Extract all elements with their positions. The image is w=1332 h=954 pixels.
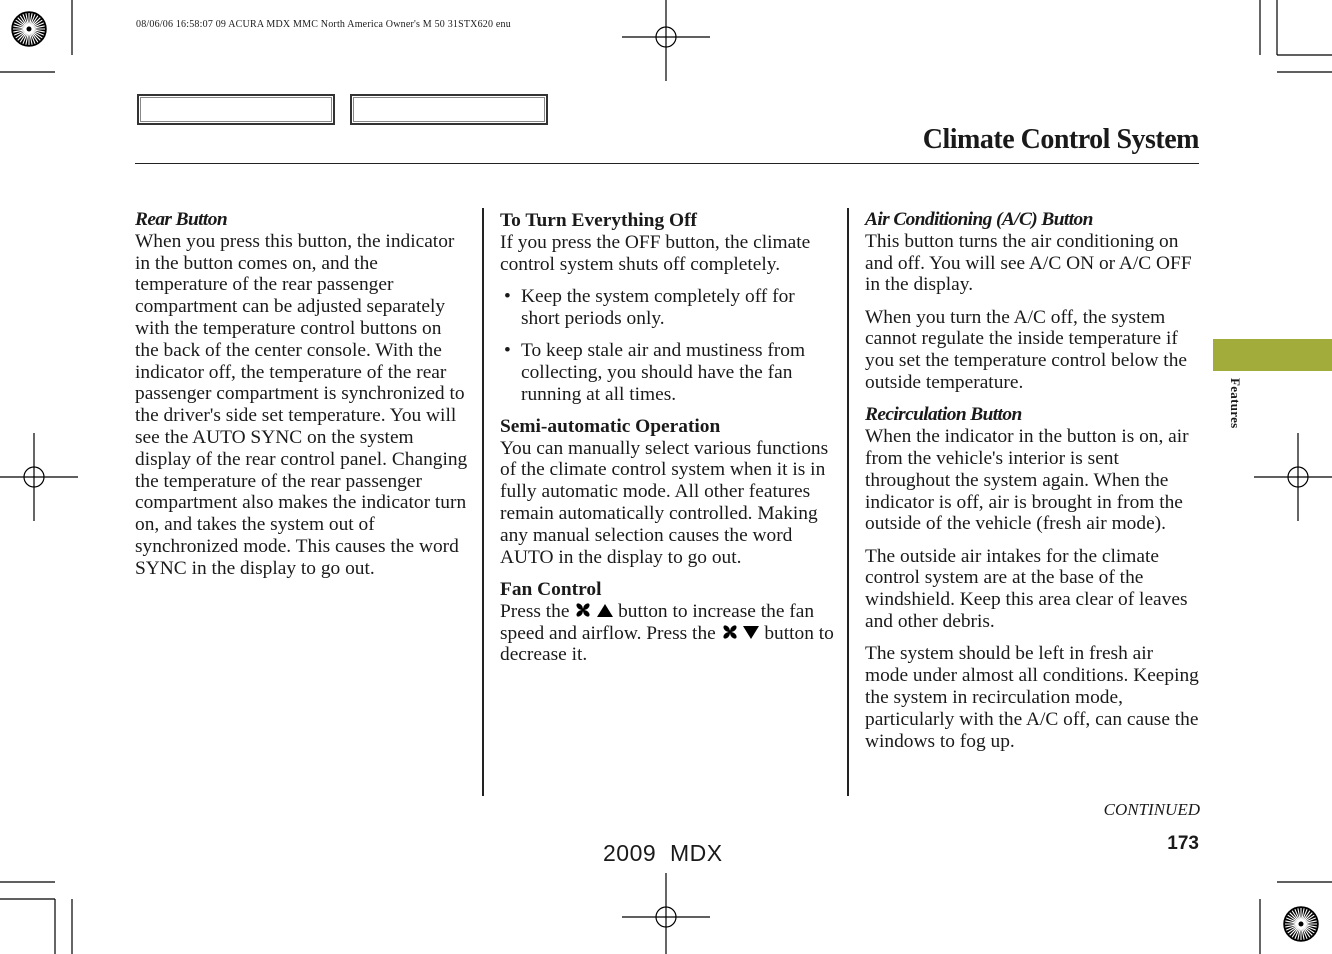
bullet-item: • Keep the system completely off for short periods only. [500, 286, 836, 330]
print-info: 08/06/06 16:58:07 09 ACURA MDX MMC North America Owner's M 50 31STX620 enu [136, 19, 511, 30]
continued-label: CONTINUED [1103, 800, 1200, 819]
column-divider-2 [847, 208, 849, 796]
page-title: Climate Control System [922, 124, 1199, 155]
ac-button-body-2: When you turn the A/C off, the system cannot regulate the inside temperature if you set the temperature control below the outside temperature. [865, 306, 1187, 394]
column-middle [500, 210, 836, 677]
rear-button-section [135, 209, 469, 580]
fan-icon [721, 623, 739, 641]
ac-button-heading: Air Conditioning (A/C) Button [865, 209, 1093, 230]
column-divider-1 [482, 208, 484, 796]
column-left [135, 209, 469, 590]
turn-off-body: If you press the OFF button, the climate control system shuts off completely. [500, 231, 811, 275]
ac-button-section [865, 209, 1201, 296]
rear-button-body: When you press this button, the indicator in the button comes on, and the temperature of the rear passenger compartment can be adjusted separately with the temperature control buttons on the back of the center console. With the indicator off, the temperature of the rear passenger compartment is synchronized to the driver's side set temperature. You will see the AUTO SYNC on the system display of the rear control panel. Changing the temperature of the rear passenger compartment also makes the indicator turn on, and takes the system out of synchronized mode. This causes the word SYNC in the display to go out. [135, 230, 468, 579]
footer-model: 2009 MDX [603, 840, 723, 866]
fan-control-section [500, 579, 836, 666]
recirc-button-heading: Recirculation Button [865, 404, 1022, 426]
section-tab[interactable] [1213, 339, 1332, 371]
fan-control-text-3: button to decrease it. [500, 622, 834, 666]
fan-icon [574, 601, 592, 619]
semi-auto-section [500, 416, 836, 569]
column-right [865, 209, 1201, 763]
turn-off-section [500, 210, 836, 275]
turn-off-heading: To Turn Everything Off [500, 210, 698, 231]
nav-box-left[interactable] [137, 94, 335, 125]
nav-box-right[interactable] [350, 94, 548, 125]
triangle-down-icon [743, 626, 759, 639]
title-rule [135, 163, 1199, 164]
recirc-button-section [865, 404, 1201, 535]
semi-auto-body: You can manually select various functions of the climate control system when it is in fully automatic mode. All other features remain automatically controlled. Making any manual selection causes the word AUTO in the display to go out. [500, 437, 829, 568]
page-number: 173 [1167, 833, 1199, 854]
semi-auto-heading: Semi-automatic Operation [500, 415, 721, 437]
recirc-button-body: When the indicator in the button is on, air from the vehicle's interior is sent throughout the system again. When the indicator is off, air is brought in from the outside of the vehicle (fresh air mode). [865, 426, 1189, 535]
recirc-button-body-2: The outside air intakes for the climate control system are at the base of the windshield. Keep this area clear of leaves and other debris. [865, 545, 1188, 633]
section-tab-label: Features [1228, 378, 1243, 429]
bullet-item: • To keep stale air and mustiness from collecting, you should have the fan running at all times. [500, 340, 836, 405]
fan-control-heading: Fan Control [500, 578, 602, 600]
ac-button-body: This button turns the air conditioning on and off. You will see A/C ON or A/C OFF in the display. [865, 230, 1192, 296]
turn-off-bullets [500, 286, 836, 405]
recirc-button-body-3: The system should be left in fresh air mode under almost all conditions. Keeping the system in recirculation mode, particularly with the A/C off, can cause the windows to fog up. [865, 643, 1199, 752]
fan-control-text-2: button to increase the fan speed and airflow. Press the [500, 600, 815, 644]
triangle-up-icon [597, 604, 613, 617]
fan-control-text-1: Press the [500, 600, 570, 622]
rear-button-heading: Rear Button [135, 209, 228, 230]
